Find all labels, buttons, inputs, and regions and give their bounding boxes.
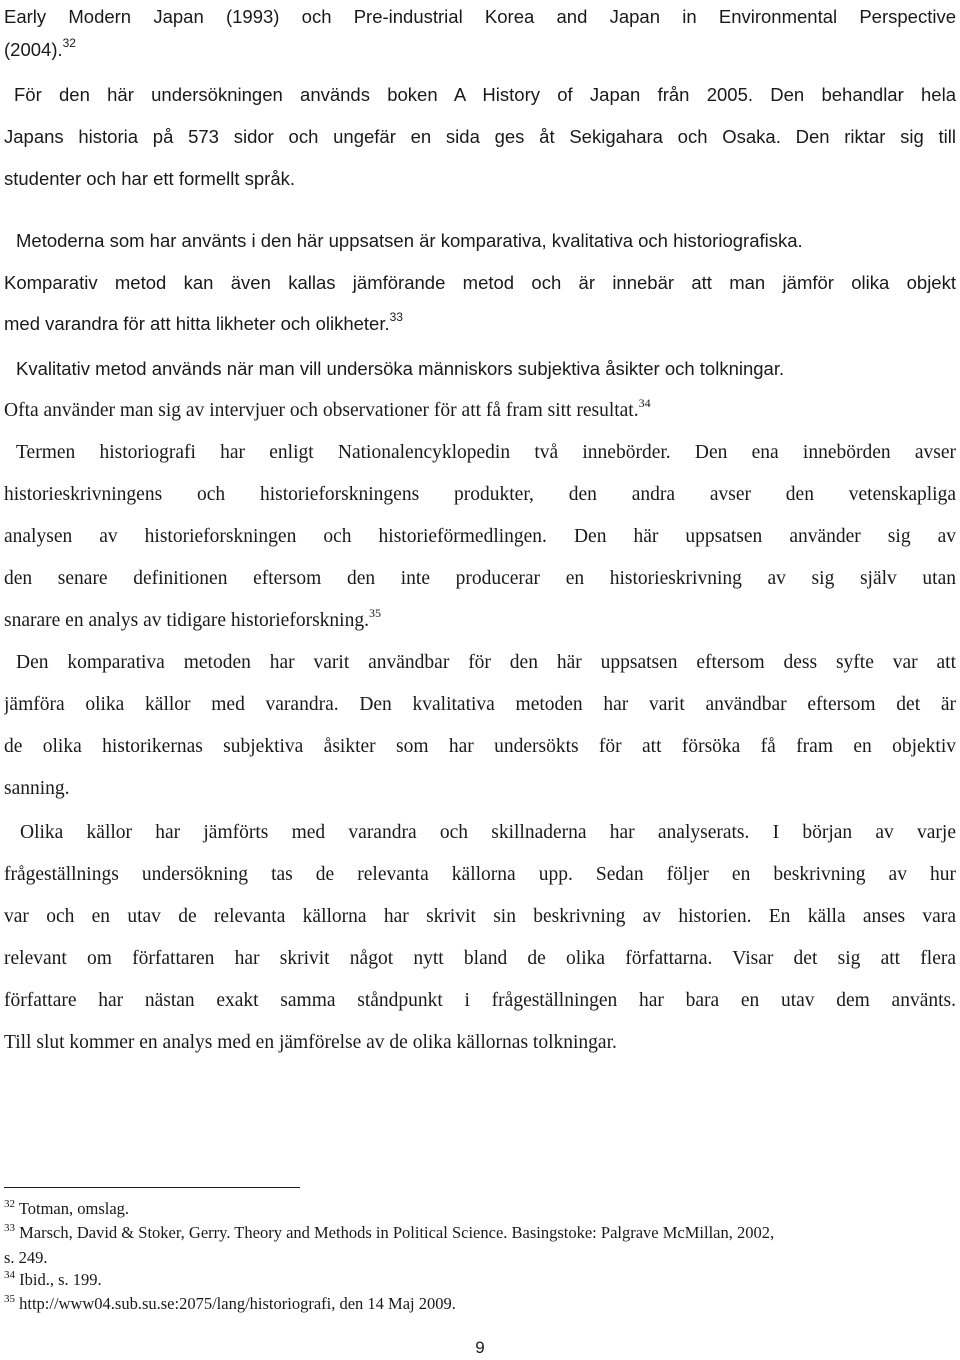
line-text: Olika källor har jämförts med varandra och skillnaderna har analyserats. I början av varje xyxy=(20,822,956,843)
line-text: författare har nästan exakt samma ståndpunkt i frågeställningen har bara en utav dem använts. xyxy=(4,990,956,1011)
text-line xyxy=(4,524,956,550)
text-line xyxy=(4,904,956,930)
footnote-number: 32 xyxy=(4,1197,15,1210)
line-text: den senare definitionen eftersom den inte producerar en historieskrivning av sig själv utan xyxy=(4,568,956,589)
line-text: Japans historia på 573 sidor och ungefär en sida ges åt Sekigahara och Osaka. Den riktar sig till xyxy=(4,126,956,147)
text-line xyxy=(4,37,956,63)
footnote-reference[interactable]: 35 xyxy=(368,605,381,620)
line-text: Kvalitativ metod används när man vill undersöka människors subjektiva åsikter och tolkningar. xyxy=(16,358,785,379)
footnote-divider xyxy=(4,1187,300,1188)
text-line xyxy=(4,862,956,888)
text-line xyxy=(14,82,956,108)
line-text: Termen historiografi har enligt Nationalencyklopedin två innebörder. Den ena innebörden avser xyxy=(16,442,956,463)
text-line xyxy=(4,166,956,192)
page-number: 9 xyxy=(475,1338,485,1357)
text-line xyxy=(4,124,956,150)
text-line xyxy=(16,440,956,466)
text-line xyxy=(4,566,956,592)
footnote-number: 33 xyxy=(4,1221,15,1234)
footnote-item xyxy=(4,1247,956,1269)
line-text: Metoderna som har använts i den här uppsatsen är komparativa, kvalitativa och historiografiska. xyxy=(16,230,803,251)
text-line xyxy=(4,311,956,337)
footnote-item xyxy=(4,1222,956,1244)
text-line xyxy=(4,4,956,30)
line-text: Early Modern Japan (1993) och Pre-industrial Korea and Japan in Environmental Perspective xyxy=(4,6,956,27)
line-text: studenter och har ett formellt språk. xyxy=(4,168,295,189)
text-line xyxy=(4,734,956,760)
footnote-reference[interactable]: 34 xyxy=(638,395,651,410)
text-line xyxy=(4,605,956,634)
footnote-item xyxy=(4,1269,956,1291)
line-text: analysen av historieforskningen och historieförmedlingen. Den här uppsatsen använder sig av xyxy=(4,526,956,547)
footnote-text: http://www04.sub.su.se:2075/lang/historiografi, den 14 Maj 2009. xyxy=(19,1294,456,1313)
line-text: med varandra för att hitta likheter och olikheter. xyxy=(4,313,390,334)
line-text: relevant om författaren har skrivit något nytt bland de olika författarna. Visar det sig att flera xyxy=(4,948,956,969)
line-text: de olika historikernas subjektiva åsikter som har undersökts för att försöka få fram en objektiv xyxy=(4,736,956,757)
line-text: Till slut kommer en analys med en jämförelse av de olika källornas tolkningar. xyxy=(4,1032,617,1053)
line-text: frågeställnings undersökning tas de relevanta källorna upp. Sedan följer en beskrivning av hur xyxy=(4,864,956,885)
text-line xyxy=(16,228,956,254)
footnote-text: s. 249. xyxy=(4,1248,48,1267)
line-text: Den komparativa metoden har varit användbar för den här uppsatsen eftersom dess syfte var att xyxy=(16,652,956,673)
line-text: Ofta använder man sig av intervjuer och observationer för att få fram sitt resultat. xyxy=(4,400,639,421)
text-line xyxy=(4,988,956,1014)
text-line xyxy=(4,482,956,508)
line-text: sanning. xyxy=(4,778,70,799)
line-text: var och en utav de relevanta källorna har skrivit sin beskrivning av historien. En källa anses vara xyxy=(4,906,956,927)
text-line xyxy=(4,946,956,972)
line-text: historieskrivningens och historieforskningens produkter, den andra avser den vetenskapliga xyxy=(4,484,956,505)
text-line xyxy=(4,395,956,424)
footnote-number: 34 xyxy=(4,1268,15,1281)
text-line xyxy=(4,1030,956,1056)
text-line xyxy=(16,650,956,676)
text-line xyxy=(4,270,956,296)
line-text: För den här undersökningen används boken A History of Japan från 2005. Den behandlar hela xyxy=(14,84,956,105)
footnote-item xyxy=(4,1293,956,1315)
line-text: jämföra olika källor med varandra. Den kvalitativa metoden har varit användbar eftersom det är xyxy=(4,694,956,715)
footnote-item xyxy=(4,1198,956,1220)
line-text: (2004). xyxy=(4,39,63,60)
line-text: snarare en analys av tidigare historieforskning. xyxy=(4,610,369,631)
text-line xyxy=(4,692,956,718)
footnote-text: Totman, omslag. xyxy=(18,1199,130,1218)
footnote-reference[interactable]: 32 xyxy=(62,35,76,50)
footnote-number: 35 xyxy=(4,1292,15,1305)
text-line xyxy=(16,356,956,382)
footnote-reference[interactable]: 33 xyxy=(389,309,403,324)
footnote-text: Ibid., s. 199. xyxy=(19,1270,102,1289)
text-line xyxy=(20,820,956,846)
document-page xyxy=(4,0,956,1360)
line-text: Komparativ metod kan även kallas jämförande metod och är innebär att man jämför olika objekt xyxy=(4,272,956,293)
footnote-text: Marsch, David & Stoker, Gerry. Theory and Methods in Political Science. Basingstoke: Palgrave McMillan, 2002, xyxy=(19,1223,775,1242)
text-line xyxy=(4,776,956,802)
